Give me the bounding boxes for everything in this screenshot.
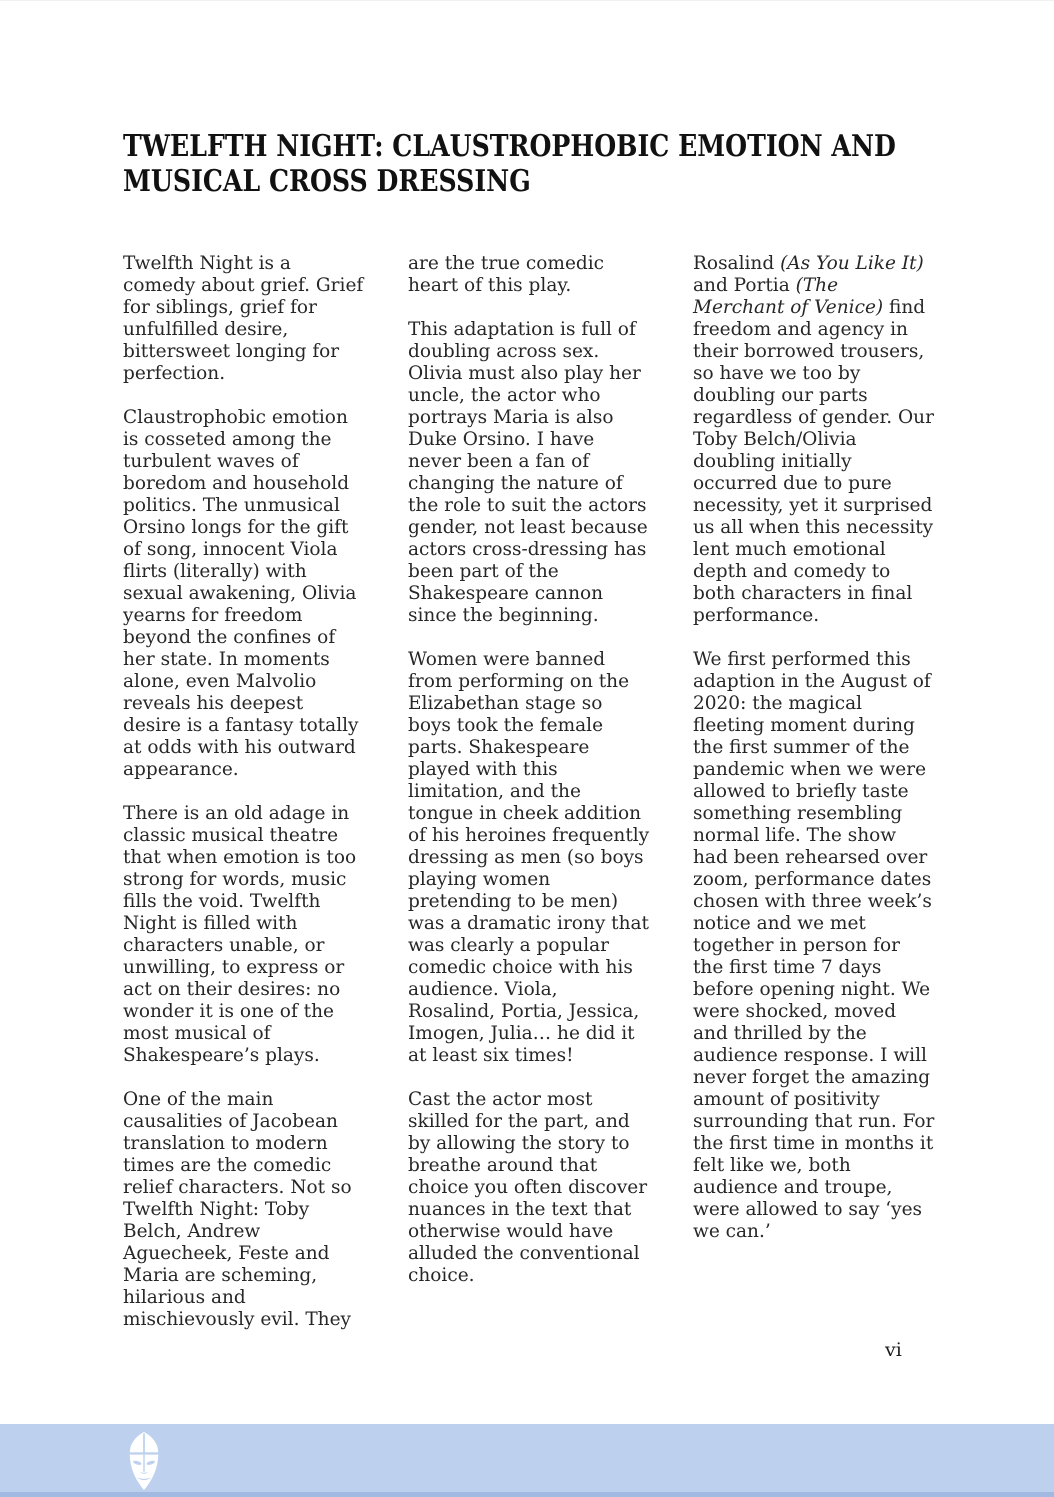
italic-play-title: (The Merchant of Venice) bbox=[693, 275, 884, 318]
paragraph: Women were banned from performing on the Elizabethan stage so boys took the female parts. Shakespeare played with this limitation, and the tongue in cheek addition of his heroines frequently dressing as men (so boys playing women pretending to be men) was a dramatic irony that was clearly a popular comedic choice with his audience. Viola, Rosalind, Portia, Jessica, Imogen, Julia… he did it at least six times! bbox=[408, 649, 650, 1066]
text-column-3 bbox=[693, 253, 935, 1353]
footer-band-edge bbox=[0, 1492, 1054, 1497]
paragraph: Twelfth Night is a comedy about grief. Grief for siblings, grief for unfulfilled desire, bittersweet longing for perfection. bbox=[123, 253, 364, 384]
page-title: TWELFTH NIGHT: CLAUSTROPHOBIC EMOTION AND MUSICAL CROSS DRESSING bbox=[123, 129, 896, 199]
footer-band bbox=[0, 1424, 1054, 1497]
paragraph: There is an old adage in classic musical theatre that when emotion is too strong for words, music fills the void. Twelfth Night is filled with characters unable, or unwilling, to express or act on their desires: no wonder it is one of the most musical of Shakespeare’s plays. bbox=[123, 803, 357, 1066]
paragraph-part: and Portia bbox=[693, 275, 796, 296]
theatre-mask-logo-icon bbox=[125, 1432, 163, 1490]
page-number: vi bbox=[885, 1339, 902, 1361]
paragraph: We first performed this adaption in the August of 2020: the magical fleeting moment during the first summer of the pandemic when we were allowed to briefly taste something resembling normal life. The show had been rehearsed over zoom, performance dates chosen with three week’s notice and we met together in person for the first time 7 days before opening night. We were shocked, moved and thrilled by the audience response. I will never forget the amazing amount of positivity surrounding that run. For the first time in months it felt like we, both audience and troupe, were allowed to say ‘yes we can.’ bbox=[693, 649, 935, 1242]
paragraph bbox=[693, 253, 935, 627]
paragraph: are the true comedic heart of this play. bbox=[408, 253, 605, 296]
paragraph: Cast the actor most skilled for the part, and by allowing the story to breathe around that choice you often discover nuances in the text that otherwise would have alluded the conventional choice. bbox=[408, 1089, 648, 1286]
paragraph: One of the main causalities of Jacobean translation to modern times are the comedic relief characters. Not so Twelfth Night: Toby Belch, Andrew Aguecheek, Feste and Maria are scheming, hilarious and mischievously evil. They bbox=[123, 1089, 352, 1330]
paragraph: Claustrophobic emotion is cosseted among the turbulent waves of boredom and household politics. The unmusical Orsino longs for the gift of song, innocent Viola flirts (literally) with sexual awakening, Olivia yearns for freedom beyond the confines of her state. In moments alone, even Malvolio reveals his deepest desire is a fantasy totally at odds with his outward appearance. bbox=[123, 407, 359, 780]
article-columns bbox=[123, 253, 935, 1353]
italic-play-title: (As You Like It) bbox=[780, 253, 924, 274]
text-column-2 bbox=[408, 253, 650, 1353]
paragraph: This adaptation is full of doubling across sex. Olivia must also play her uncle, the actor who portrays Maria is also Duke Orsino. I have never been a fan of changing the nature of the role to suit the actors gender, not least because actors cross-dressing has been part of the Shakespeare cannon since the beginning. bbox=[408, 319, 648, 626]
paragraph-part: Rosalind bbox=[693, 253, 781, 274]
paragraph-part: find freedom and agency in their borrowed trousers, so have we too by doubling our parts regardless of gender. Our Toby Belch/Olivia doubling initially occurred due to pure necessity, yet it surprised us all when this necessity lent much emotional depth and comedy to both characters in final performance. bbox=[693, 297, 934, 626]
text-column-1 bbox=[123, 253, 365, 1353]
